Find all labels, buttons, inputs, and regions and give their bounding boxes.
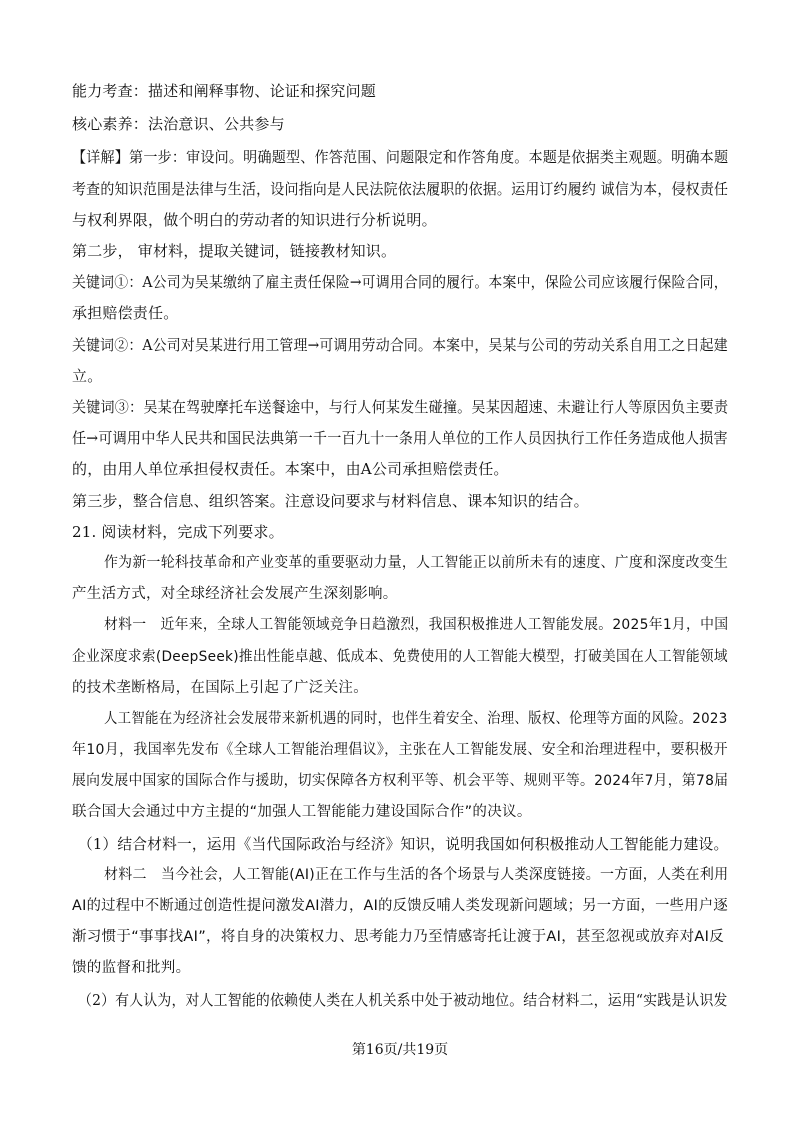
- detail-paragraph-line: 考查的知识范围是法律与生活，设问指向是人民法院依法履职的依据。运用订约履约 诚信为本，侵权责任: [72, 180, 729, 198]
- material-1-line: 的技术垄断格局，在国际上引起了广泛关注。: [72, 680, 368, 696]
- material-1b-line: 联合国大会通过中方主提的“加强人工智能能力建设国际合作”的决议。: [72, 804, 532, 820]
- material-2-line: 渐习惯于“事事找AI”，将自身的决策权力、思考能力乃至情感寄托让渡于AI，甚至忽视或放弃对AI反: [72, 929, 725, 945]
- question-21-heading: 21. 阅读材料，完成下列要求。: [72, 523, 284, 541]
- detail-paragraph-line: 【详解】第一步：审设问。明确题型、作答范围、问题限定和作答角度。本题是依据类主观题。明确本题: [72, 148, 729, 166]
- ability-line: 能力考查：描述和阐释事物、论证和探究问题: [72, 82, 377, 100]
- subquestion-1: （1）结合材料一，运用《当代国际政治与经济》知识，说明我国如何积极推动人工智能能力建设。: [78, 835, 729, 853]
- material-2-line: 馈的监督和批判。: [72, 960, 191, 976]
- keyword-2-line: 关键词②：A公司对吴某进行用工管理→可调用劳动合同。本案中，吴某与公司的劳动关系自用工之日起建: [72, 336, 728, 354]
- intro-paragraph-line: 作为新一轮科技革命和产业变革的重要驱动力量，人工智能正以前所未有的速度、广度和深度改变生: [104, 555, 729, 571]
- detail-paragraph-line: 与权利界限，做个明白的劳动者的知识进行分析说明。: [72, 211, 437, 229]
- material-1b-line: 人工智能在为经济社会发展带来新机遇的同时，也伴生着安全、治理、版权、伦理等方面的风险。2023: [104, 711, 728, 727]
- step-three-line: 第三步，整合信息、组织答案。注意设问要求与材料信息、课本知识的结合。: [72, 492, 589, 510]
- keyword-1-line: 关键词①：A公司为吴某缴纳了雇主责任保险→可调用合同的履行。本案中，保险公司应该履行保险合同，: [72, 273, 728, 291]
- page-number-footer: 第16页/共19页: [351, 1042, 449, 1058]
- keyword-2-line: 立。: [72, 367, 103, 385]
- step-two-line: 第二步， 审材料，提取关键词，链接教材知识。: [72, 242, 397, 260]
- keyword-1-line: 承担赔偿责任。: [72, 304, 179, 322]
- material-1b-line: 年10月，我国率先发布《全球人工智能治理倡议》，主张在人工智能发展、安全和治理进程中，要积极开: [72, 742, 728, 758]
- keyword-3-line: 关键词③：吴某在驾驶摩托车送餐途中，与行人何某发生碰撞。吴某因超速、未避让行人等原因负主要责: [72, 398, 729, 416]
- literacy-line: 核心素养：法治意识、公共参与: [72, 115, 285, 133]
- material-2-line: AI的过程中不断通过创造性提问激发AI潜力，AI的反馈反哺人类发现新问题域；另一方面，一些用户逐: [72, 898, 728, 914]
- intro-paragraph-line: 产生活方式，对全球经济社会发展产生深刻影响。: [72, 586, 398, 602]
- material-1b-line: 展向发展中国家的国际合作与援助，切实保障各方权利平等、机会平等、规则平等。2024年7月，第78届: [72, 773, 729, 789]
- material-1-line: 企业深度求索(DeepSeek)推出性能卓越、低成本、免费使用的人工智能大模型，打破美国在人工智能领域: [72, 649, 728, 665]
- material-2-line: 材料二 当今社会，人工智能(AI)正在工作与生活的各个场景与人类深度链接。一方面，人类在利用: [104, 867, 729, 883]
- keyword-3-line: 任→可调用中华人民共和国民法典第一千一百九十一条用人单位的工作人员因执行工作任务造成他人损害: [72, 429, 728, 447]
- keyword-3-line: 的，由用人单位承担侵权责任。本案中，由A公司承担赔偿责任。: [72, 460, 509, 478]
- subquestion-2: （2）有人认为，对人工智能的依赖使人类在人机关系中处于被动地位。结合材料二，运用“实践是认识发: [78, 991, 728, 1009]
- material-1-line: 材料一 近年来，全球人工智能领域竞争日趋激烈，我国积极推进人工智能发展。2025年1月，中国: [104, 617, 729, 633]
